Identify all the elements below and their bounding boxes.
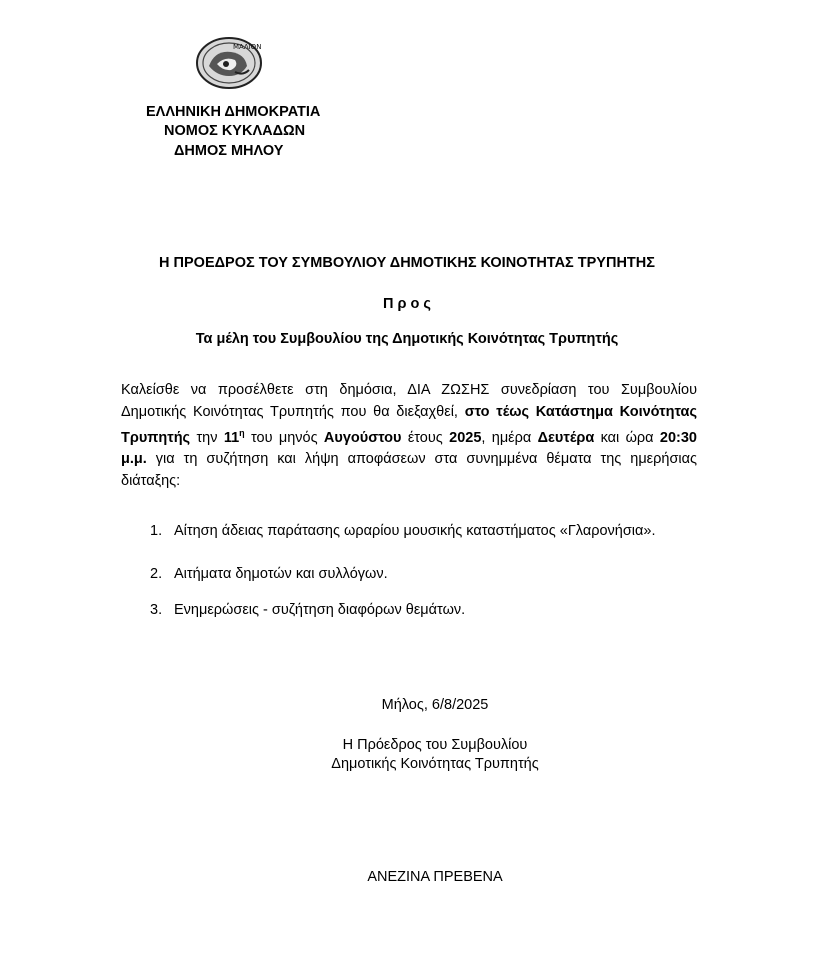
agenda-item	[150, 566, 388, 582]
municipal-seal-icon	[195, 36, 263, 90]
invitation-text-4: έτους	[401, 429, 450, 446]
agenda-item	[150, 602, 465, 618]
header-prefecture: ΝΟΜΟΣ ΚΥΚΛΑΔΩΝ	[164, 123, 306, 139]
header-municipality: ΔΗΜΟΣ ΜΗΛΟΥ	[174, 143, 284, 159]
header-republic: ΕΛΛΗΝΙΚΗ ΔΗΜΟΚΡΑΤΙΑ	[146, 104, 321, 120]
place-date: Μήλος, 6/8/2025	[381, 697, 489, 713]
seal-legend: ΜΑΛΙΟΝ	[233, 43, 262, 51]
to-label: Π ρ ο ς	[383, 296, 431, 312]
agenda-item-text: Αιτήματα δημοτών και συλλόγων.	[174, 566, 388, 582]
signatory-role-line1: Η Πρόεδρος του Συμβουλίου	[342, 737, 528, 753]
invitation-text-5: , ημέρα	[481, 429, 538, 446]
invitation-paragraph	[121, 380, 697, 492]
meeting-day-suffix: η	[239, 428, 245, 438]
signatory-role-line2: Δημοτικής Κοινότητας Τρυπητής	[331, 756, 539, 772]
signatory-name: ΑΝΕΖΙΝΑ ΠΡΕΒΕΝΑ	[367, 869, 503, 885]
invitation-text-1: Καλείσθε να προσέλθετε στη δημόσια, ΔΙΑ ΖΩΣΗΣ συνεδρίαση του Συμβουλίου Δημοτικής Κοινότητας Τρυπητής που θα διεξαχθεί,	[121, 382, 697, 420]
meeting-location: στο τέως Κατάστημα Κοινότητας Τρυπητής	[121, 403, 697, 446]
agenda-item-number: 1.	[150, 523, 163, 539]
invitation-text-6: και ώρα	[594, 429, 660, 446]
agenda-item-number: 2.	[150, 566, 163, 582]
agenda-item	[150, 523, 656, 539]
agenda-item-text: Αίτηση άδειας παράτασης ωραρίου μουσικής καταστήματος «Γλαρονήσια».	[174, 523, 656, 539]
meeting-day: 11	[223, 429, 240, 446]
meeting-weekday: Δευτέρα	[537, 429, 595, 446]
recipients-line: Τα μέλη του Συμβουλίου της Δημοτικής Κοινότητας Τρυπητής	[195, 331, 619, 347]
meeting-month: Αυγούστου	[323, 429, 402, 446]
agenda-item-number: 3.	[150, 602, 163, 618]
invitation-text-2: την	[190, 429, 224, 446]
meeting-time: 20:30 μ.μ.	[121, 429, 697, 468]
meeting-year: 2025	[449, 429, 482, 446]
document-title: Η ΠΡΟΕΔΡΟΣ ΤΟΥ ΣΥΜΒΟΥΛΙΟΥ ΔΗΜΟΤΙΚΗΣ ΚΟΙΝΟΤΗΤΑΣ ΤΡΥΠΗΤΗΣ	[159, 255, 655, 271]
invitation-text-3: του μηνός	[244, 429, 324, 446]
agenda-item-text: Ενημερώσεις - συζήτηση διαφόρων θεμάτων.	[174, 602, 466, 618]
invitation-text-7: για τη συζήτηση και λήψη αποφάσεων στα συνημμένα θέματα της ημερήσιας διάταξης:	[121, 451, 697, 489]
